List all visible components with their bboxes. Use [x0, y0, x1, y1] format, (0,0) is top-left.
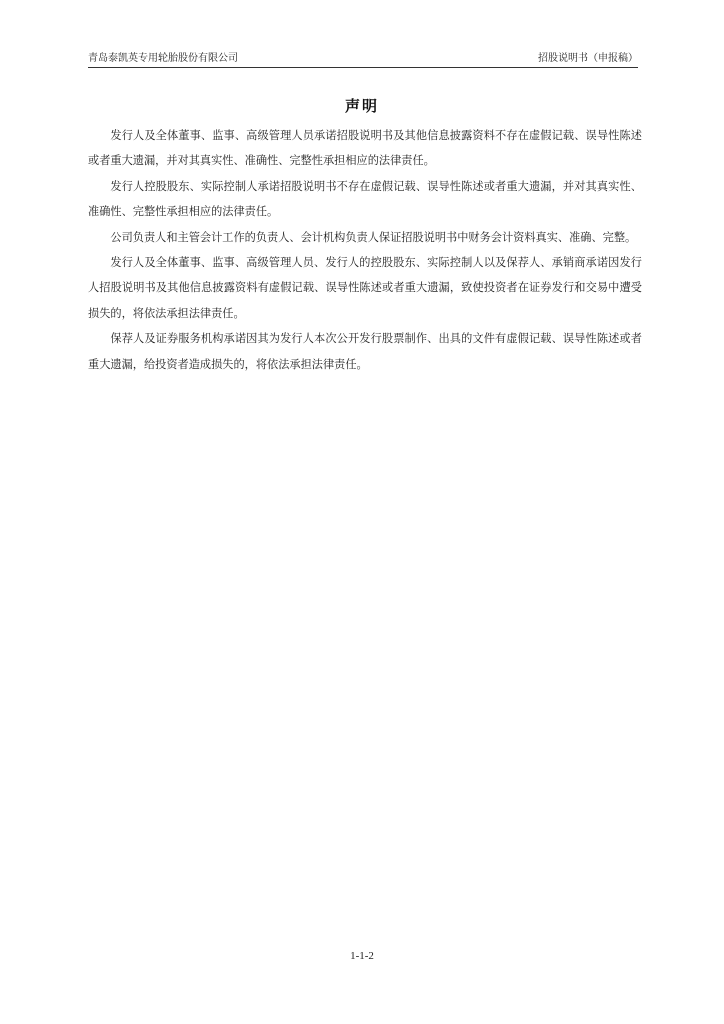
page-header: [88, 50, 638, 68]
page-number: 1-1-2: [350, 950, 374, 962]
declaration-paragraph-4: 发行人及全体董事、监事、高级管理人员、发行人的控股股东、实际控制人以及保荐人、承销商承诺因发行人招股说明书及其他信息披露资料有虚假记载、误导性陈述或者重大遗漏，致使投资者在证券发行和交易中遭受损失的，将依法承担法律责任。: [88, 256, 642, 320]
header-document-title: 招股说明书（申报稿）: [538, 53, 638, 64]
declaration-body: [88, 123, 642, 377]
declaration-paragraph-1: 发行人及全体董事、监事、高级管理人员承诺招股说明书及其他信息披露资料不存在虚假记载、误导性陈述或者重大遗漏，并对其真实性、准确性、完整性承担相应的法律责任。: [88, 129, 642, 168]
declaration-paragraph-3: 公司负责人和主管会计工作的负责人、会计机构负责人保证招股说明书中财务会计资料真实、准确、完整。: [110, 230, 637, 244]
declaration-paragraph-5: 保荐人及证券服务机构承诺因其为发行人本次公开发行股票制作、出具的文件有虚假记载、误导性陈述或者重大遗漏，给投资者造成损失的，将依法承担法律责任。: [88, 332, 642, 371]
header-company-name: 青岛泰凯英专用轮胎股份有限公司: [88, 53, 238, 64]
section-title: 声明: [344, 97, 379, 115]
declaration-paragraph-2: 发行人控股股东、实际控制人承诺招股说明书不存在虚假记载、误导性陈述或者重大遗漏，并对其真实性、准确性、完整性承担相应的法律责任。: [88, 179, 642, 219]
